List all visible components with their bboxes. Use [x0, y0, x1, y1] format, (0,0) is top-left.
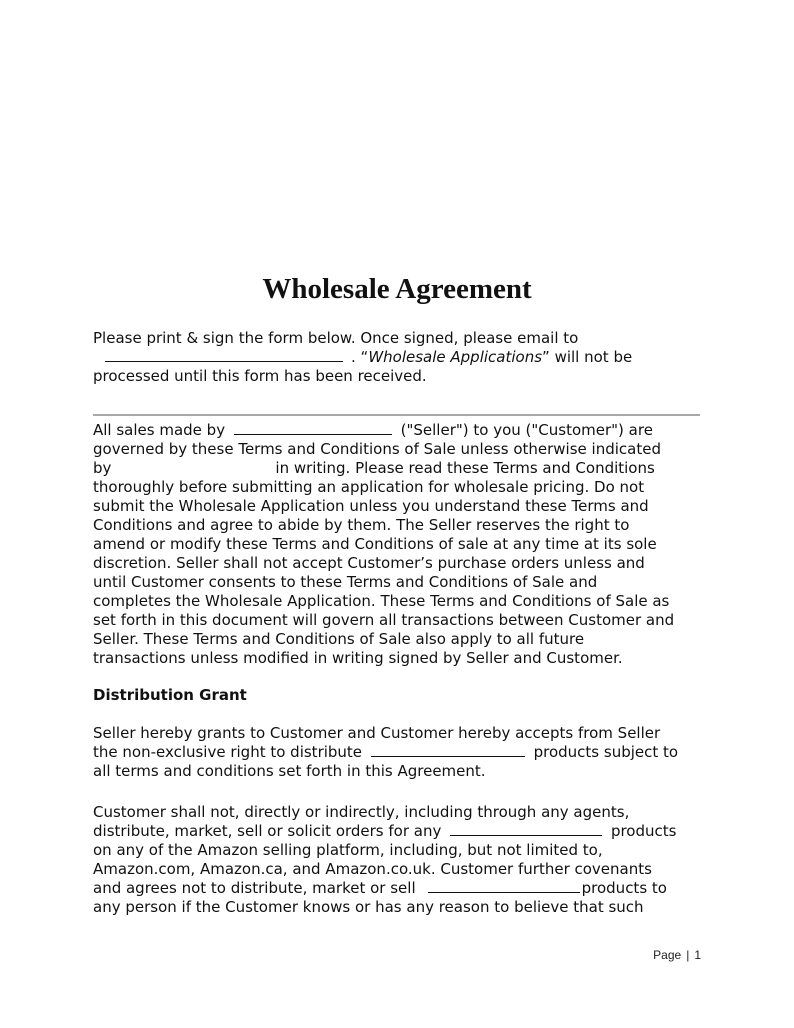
terms-line-12: Seller. These Terms and Conditions of Sale also apply to all future	[93, 630, 585, 648]
section-divider	[93, 414, 700, 416]
restriction-line-2-end: products	[610, 822, 677, 840]
restriction-line-2-start: distribute, market, sell or solicit orders for any	[93, 822, 442, 840]
terms-paragraph	[93, 421, 703, 668]
grant-line-3: all terms and conditions set forth in this Agreement.	[93, 762, 486, 780]
intro-line-2	[93, 348, 703, 367]
intro-line-1: Please print & sign the form below. Once signed, please email to	[93, 329, 579, 347]
terms-line-3	[93, 459, 703, 478]
intro-punct: . “	[351, 348, 369, 366]
grant-line-2-start: the non-exclusive right to distribute	[93, 743, 363, 761]
terms-line-13: transactions unless modified in writing signed by Seller and Customer.	[93, 649, 623, 667]
restriction-line-3: on any of the Amazon selling platform, including, but not limited to,	[93, 841, 603, 859]
page-title: Wholesale Agreement	[262, 273, 532, 305]
intro-line-3: processed until this form has been received.	[93, 367, 427, 385]
grant-paragraph	[93, 724, 703, 781]
intro-italic-phrase: Wholesale Applications	[368, 348, 543, 366]
product-blank-1[interactable]	[371, 743, 525, 757]
terms-line-1	[93, 421, 703, 440]
page-label: Page	[653, 948, 682, 962]
terms-line-9: until Customer consents to these Terms and Conditions of Sale and	[93, 573, 598, 591]
terms-line-4: thoroughly before submitting an application for wholesale pricing. Do not	[93, 478, 645, 496]
terms-line-10: completes the Wholesale Application. These Terms and Conditions of Sale as	[93, 592, 670, 610]
product-blank-3[interactable]	[428, 879, 580, 893]
product-blank-2[interactable]	[450, 822, 602, 836]
page-separator: |	[686, 948, 690, 962]
page-number: 1	[694, 948, 701, 962]
intro-paragraph	[93, 329, 703, 386]
restriction-line-5-end: products to	[581, 879, 667, 897]
page-footer	[653, 948, 701, 962]
terms-line-8: discretion. Seller shall not accept Customer’s purchase orders unless and	[93, 554, 645, 572]
intro-line-2-rest: ” will not be	[542, 348, 633, 366]
email-blank[interactable]	[105, 348, 343, 362]
terms-line-1-end: ("Seller") to you ("Customer") are	[400, 421, 653, 439]
seller-name-blank[interactable]	[234, 421, 392, 435]
terms-line-7: amend or modify these Terms and Conditions of sale at any time at its sole	[93, 535, 657, 553]
terms-line-3-start: by	[93, 459, 112, 477]
restriction-line-1: Customer shall not, directly or indirectly, including through any agents,	[93, 803, 630, 821]
grant-line-2-end: products subject to	[533, 743, 679, 761]
terms-line-6: Conditions and agree to abide by them. The Seller reserves the right to	[93, 516, 630, 534]
restriction-line-2	[93, 822, 703, 841]
restriction-line-5-start: and agrees not to distribute, market or sell	[93, 879, 416, 897]
terms-line-1-start: All sales made by	[93, 421, 226, 439]
terms-line-3-end: in writing. Please read these Terms and Conditions	[275, 459, 655, 477]
section-heading: Distribution Grant	[93, 686, 247, 704]
restriction-line-5	[93, 879, 703, 898]
restriction-paragraph	[93, 803, 703, 917]
restriction-line-6: any person if the Customer knows or has any reason to believe that such	[93, 898, 644, 916]
terms-line-2: governed by these Terms and Conditions of Sale unless otherwise indicated	[93, 440, 661, 458]
grant-line-2	[93, 743, 703, 762]
restriction-line-4: Amazon.com, Amazon.ca, and Amazon.co.uk. Customer further covenants	[93, 860, 652, 878]
terms-line-11: set forth in this document will govern all transactions between Customer and	[93, 611, 675, 629]
grant-line-1: Seller hereby grants to Customer and Customer hereby accepts from Seller	[93, 724, 661, 742]
terms-line-5: submit the Wholesale Application unless you understand these Terms and	[93, 497, 649, 515]
